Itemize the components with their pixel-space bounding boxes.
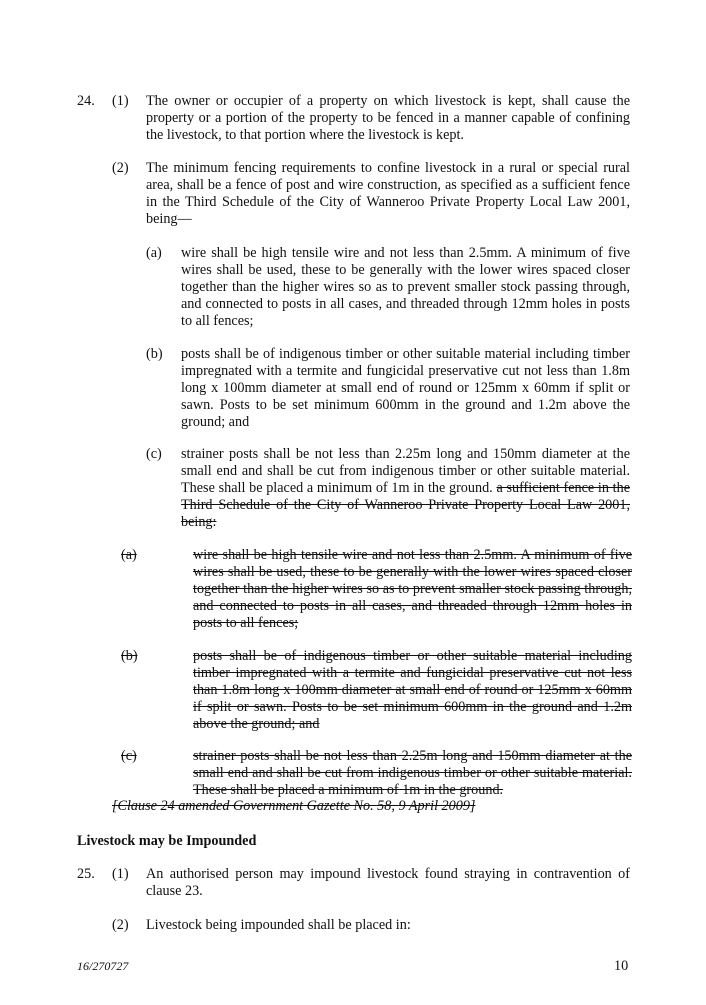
item-c-text: strainer posts shall be not less than 2.25m long and 150mm diameter at the small end and shall be cut from indigenous timber or other suitable material. These shall be placed a minimum of 1m in the ground. [181, 446, 630, 496]
clause-25-1-text: An authorised person may impound livestock found straying in contravention of clause 23. [146, 866, 630, 899]
page-number: 10 [614, 958, 629, 974]
struck-item-b-text: posts shall be of indigenous timber or other suitable material including timber impregnated with a termite and fungicidal preservative cut not less than 1.8m long x 100mm diameter at small end of round or 125mm x 60mm if split or sawn. Posts to be set minimum 600mm in the ground and 1.2m above the ground; and [193, 648, 632, 732]
clause-25-number: 25. [77, 866, 95, 882]
struck-item-c-label: (c) [121, 748, 137, 764]
doc-reference: 16/270727 [77, 959, 129, 973]
item-a-label: (a) [146, 245, 162, 261]
item-a-text: wire shall be high tensile wire and not less than 2.5mm. A minimum of five wires shall be used, these to be generally with the lower wires spaced closer together than the higher wires so as to prevent smaller stock passing through, and connected to posts in all cases, and threaded through 12mm holes in posts to all fences; [181, 245, 630, 329]
item-c-label: (c) [146, 446, 162, 462]
struck-item-a-label: (a) [121, 547, 137, 563]
clause-24-1-label: (1) [112, 93, 129, 109]
item-c-struck-text: a sufficient fence in the Third Schedule of the City of Wanneroo Private Property Local Law 2001, being: [181, 479, 630, 530]
clause-25-1-label: (1) [112, 866, 129, 882]
clause-25-2-label: (2) [112, 917, 129, 933]
clause-24-number: 24. [77, 93, 95, 109]
item-b-text: posts shall be of indigenous timber or other suitable material including timber impregnated with a termite and fungicidal preservative cut not less than 1.8m long x 100mm diameter at small end of round or 125mm x 60mm if split or sawn. Posts to be set minimum 600mm in the ground and 1.2m above the ground; and [181, 346, 630, 430]
section-heading: Livestock may be Impounded [77, 833, 257, 849]
clause-24-1-text: The owner or occupier of a property on which livestock is kept, shall cause the property or a portion of the property to be fenced in a manner capable of confining the livestock, to that portion where the livestock is kept. [146, 93, 630, 143]
amendment-note: [Clause 24 amended Government Gazette No. 58, 9 April 2009] [112, 798, 476, 814]
item-c-paragraph [181, 446, 630, 531]
clause-24-2-label: (2) [112, 160, 129, 176]
clause-24-2-text: The minimum fencing requirements to confine livestock in a rural or special rural area, shall be a fence of post and wire construction, as specified as a sufficient fence in the Third Schedule of the City of Wanneroo Private Property Local Law 2001, being— [146, 160, 630, 227]
item-b-label: (b) [146, 346, 163, 362]
struck-item-a-text: wire shall be high tensile wire and not less than 2.5mm. A minimum of five wires shall be used, these to be generally with the lower wires spaced closer together than the higher wires so as to prevent smaller stock passing through, and connected to posts in all cases, and threaded through 12mm holes in posts to all fences; [193, 547, 632, 631]
struck-item-c-text: strainer posts shall be not less than 2.25m long and 150mm diameter at the small end and shall be cut from indigenous timber or other suitable material. These shall be placed a minimum of 1m in the ground. [193, 748, 632, 798]
clause-25-2-text: Livestock being impounded shall be placed in: [146, 917, 411, 933]
struck-item-b-label: (b) [121, 648, 138, 664]
